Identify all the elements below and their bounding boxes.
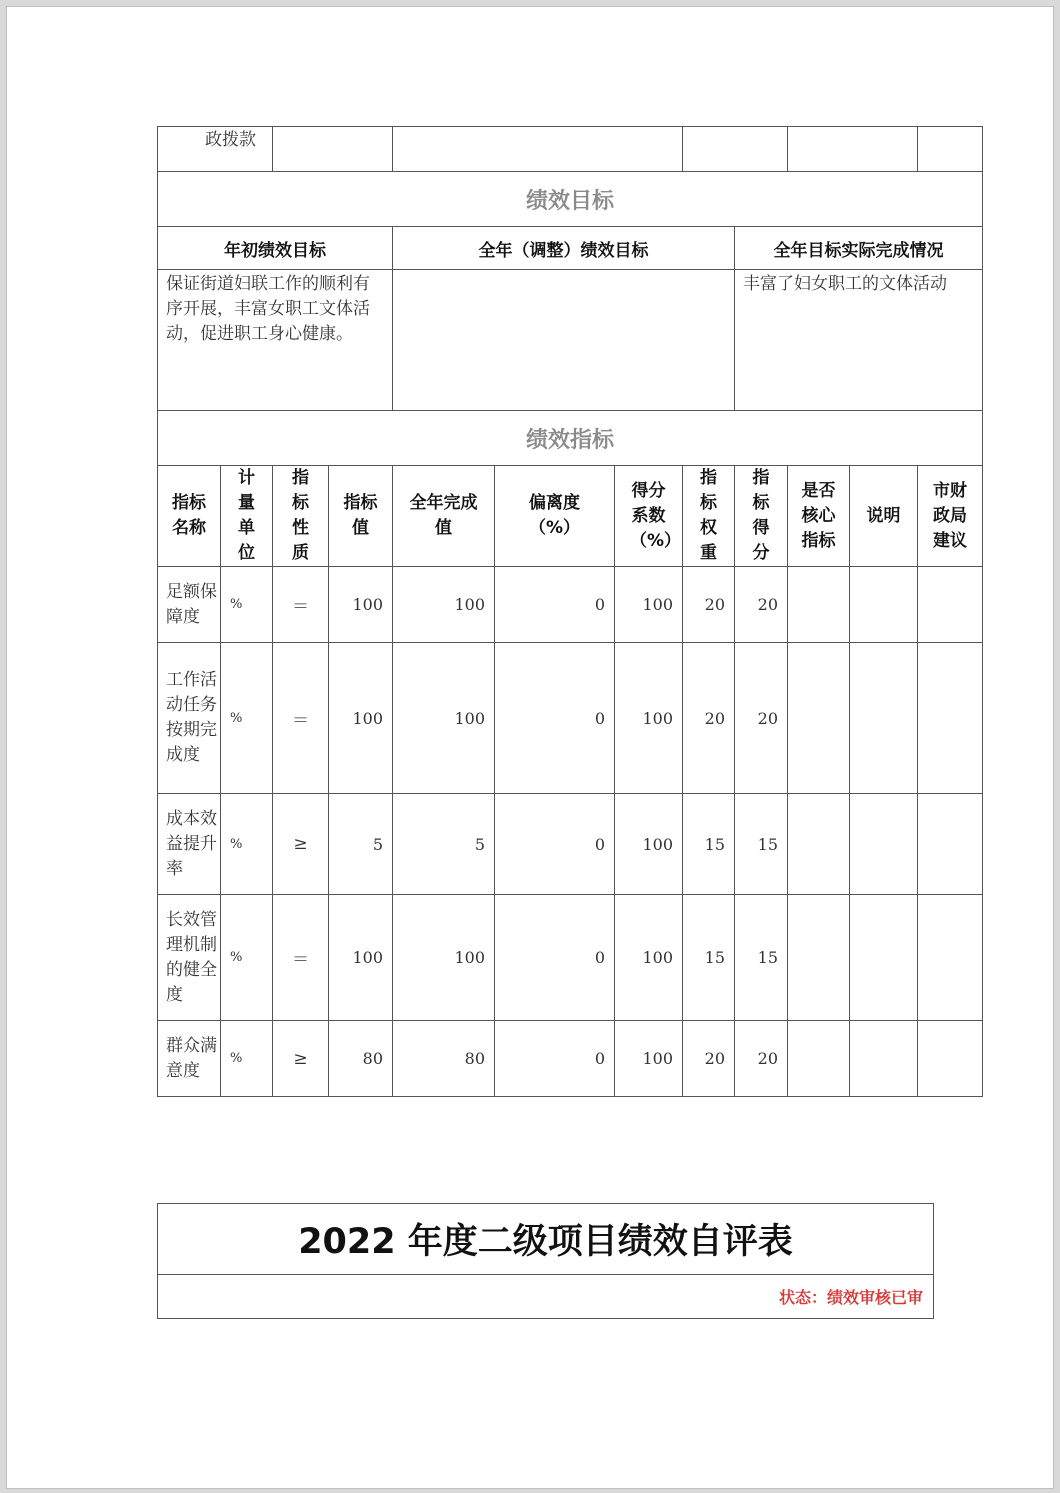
goals-header-initial: 年初绩效目标: [158, 227, 393, 270]
row-advice: [918, 895, 983, 1021]
goals-header-row: [158, 227, 983, 270]
header-coefficient: 得分系数（%）: [615, 466, 683, 567]
row-note: [850, 643, 918, 794]
table-row: [158, 1021, 983, 1097]
goals-header-actual: 全年目标实际完成情况: [735, 227, 983, 270]
row-score: 20: [735, 567, 788, 643]
row-weight: 20: [683, 1021, 735, 1097]
row-name: 工作活动任务按期完成度: [158, 643, 221, 794]
self-evaluation-header-table: [157, 1203, 934, 1319]
goals-section-title: 绩效目标: [158, 172, 983, 227]
row-coefficient: 100: [615, 1021, 683, 1097]
performance-table: [157, 126, 983, 1097]
goals-header-adjusted: 全年（调整）绩效目标: [393, 227, 735, 270]
row-deviation: 0: [495, 794, 615, 895]
row-nature: ＝: [273, 567, 329, 643]
header-indicator-name: 指标名称: [158, 466, 221, 567]
row-name: 成本效益提升率: [158, 794, 221, 895]
header-deviation: 偏离度（%）: [495, 466, 615, 567]
row-note: [850, 1021, 918, 1097]
row-advice: [918, 643, 983, 794]
row-name: 足额保障度: [158, 567, 221, 643]
row-score: 15: [735, 794, 788, 895]
row-name: 群众满意度: [158, 1021, 221, 1097]
adjusted-goal-text: [393, 270, 735, 411]
funding-cell: [683, 127, 788, 172]
row-deviation: 0: [495, 567, 615, 643]
row-unit: %: [221, 794, 273, 895]
header-score: 指标得分: [735, 466, 788, 567]
row-actual: 100: [393, 567, 495, 643]
row-note: [850, 794, 918, 895]
header-weight: 指标权重: [683, 466, 735, 567]
row-note: [850, 895, 918, 1021]
row-target: 100: [329, 567, 393, 643]
row-unit: %: [221, 643, 273, 794]
row-nature: ＝: [273, 643, 329, 794]
row-core: [788, 895, 850, 1021]
row-note: [850, 567, 918, 643]
row-core: [788, 1021, 850, 1097]
review-status: 状态：绩效审核已审: [158, 1275, 934, 1319]
row-unit: %: [221, 1021, 273, 1097]
table-row: [158, 895, 983, 1021]
row-core: [788, 567, 850, 643]
row-coefficient: 100: [615, 567, 683, 643]
row-score: 15: [735, 895, 788, 1021]
row-nature: ＝: [273, 895, 329, 1021]
row-target: 80: [329, 1021, 393, 1097]
document-title: 2022 年度二级项目绩效自评表: [158, 1204, 934, 1275]
funding-label: 政拨款: [158, 127, 273, 172]
row-nature: ≥: [273, 1021, 329, 1097]
row-score: 20: [735, 643, 788, 794]
goals-content-row: [158, 270, 983, 411]
header-note: 说明: [850, 466, 918, 567]
row-target: 100: [329, 643, 393, 794]
row-target: 100: [329, 895, 393, 1021]
row-weight: 20: [683, 567, 735, 643]
row-actual: 100: [393, 643, 495, 794]
row-unit: %: [221, 895, 273, 1021]
funding-cell: [393, 127, 683, 172]
indicators-header-row: [158, 466, 983, 567]
row-deviation: 0: [495, 643, 615, 794]
row-nature: ≥: [273, 794, 329, 895]
header-core: 是否核心指标: [788, 466, 850, 567]
row-name: 长效管理机制的健全度: [158, 895, 221, 1021]
indicators-section-title: 绩效指标: [158, 411, 983, 466]
row-core: [788, 794, 850, 895]
row-advice: [918, 794, 983, 895]
table-row: [158, 567, 983, 643]
row-deviation: 0: [495, 1021, 615, 1097]
row-actual: 100: [393, 895, 495, 1021]
row-actual: 80: [393, 1021, 495, 1097]
header-unit: 计量单位: [221, 466, 273, 567]
row-advice: [918, 1021, 983, 1097]
row-core: [788, 643, 850, 794]
initial-goal-text: 保证街道妇联工作的顺利有序开展，丰富女职工文体活动，促进职工身心健康。: [158, 270, 393, 411]
row-score: 20: [735, 1021, 788, 1097]
row-weight: 15: [683, 895, 735, 1021]
row-coefficient: 100: [615, 643, 683, 794]
row-weight: 15: [683, 794, 735, 895]
header-advice: 市财政局建议: [918, 466, 983, 567]
row-coefficient: 100: [615, 895, 683, 1021]
header-target: 指标值: [329, 466, 393, 567]
header-nature: 指标性质: [273, 466, 329, 567]
row-unit: %: [221, 567, 273, 643]
row-deviation: 0: [495, 895, 615, 1021]
funding-cell: [273, 127, 393, 172]
row-coefficient: 100: [615, 794, 683, 895]
row-advice: [918, 567, 983, 643]
funding-cell: [918, 127, 983, 172]
funding-row: [158, 127, 983, 172]
row-weight: 20: [683, 643, 735, 794]
row-actual: 5: [393, 794, 495, 895]
funding-cell: [788, 127, 918, 172]
header-actual: 全年完成值: [393, 466, 495, 567]
row-target: 5: [329, 794, 393, 895]
table-row: [158, 643, 983, 794]
table-row: [158, 794, 983, 895]
actual-goal-text: 丰富了妇女职工的文体活动: [735, 270, 983, 411]
